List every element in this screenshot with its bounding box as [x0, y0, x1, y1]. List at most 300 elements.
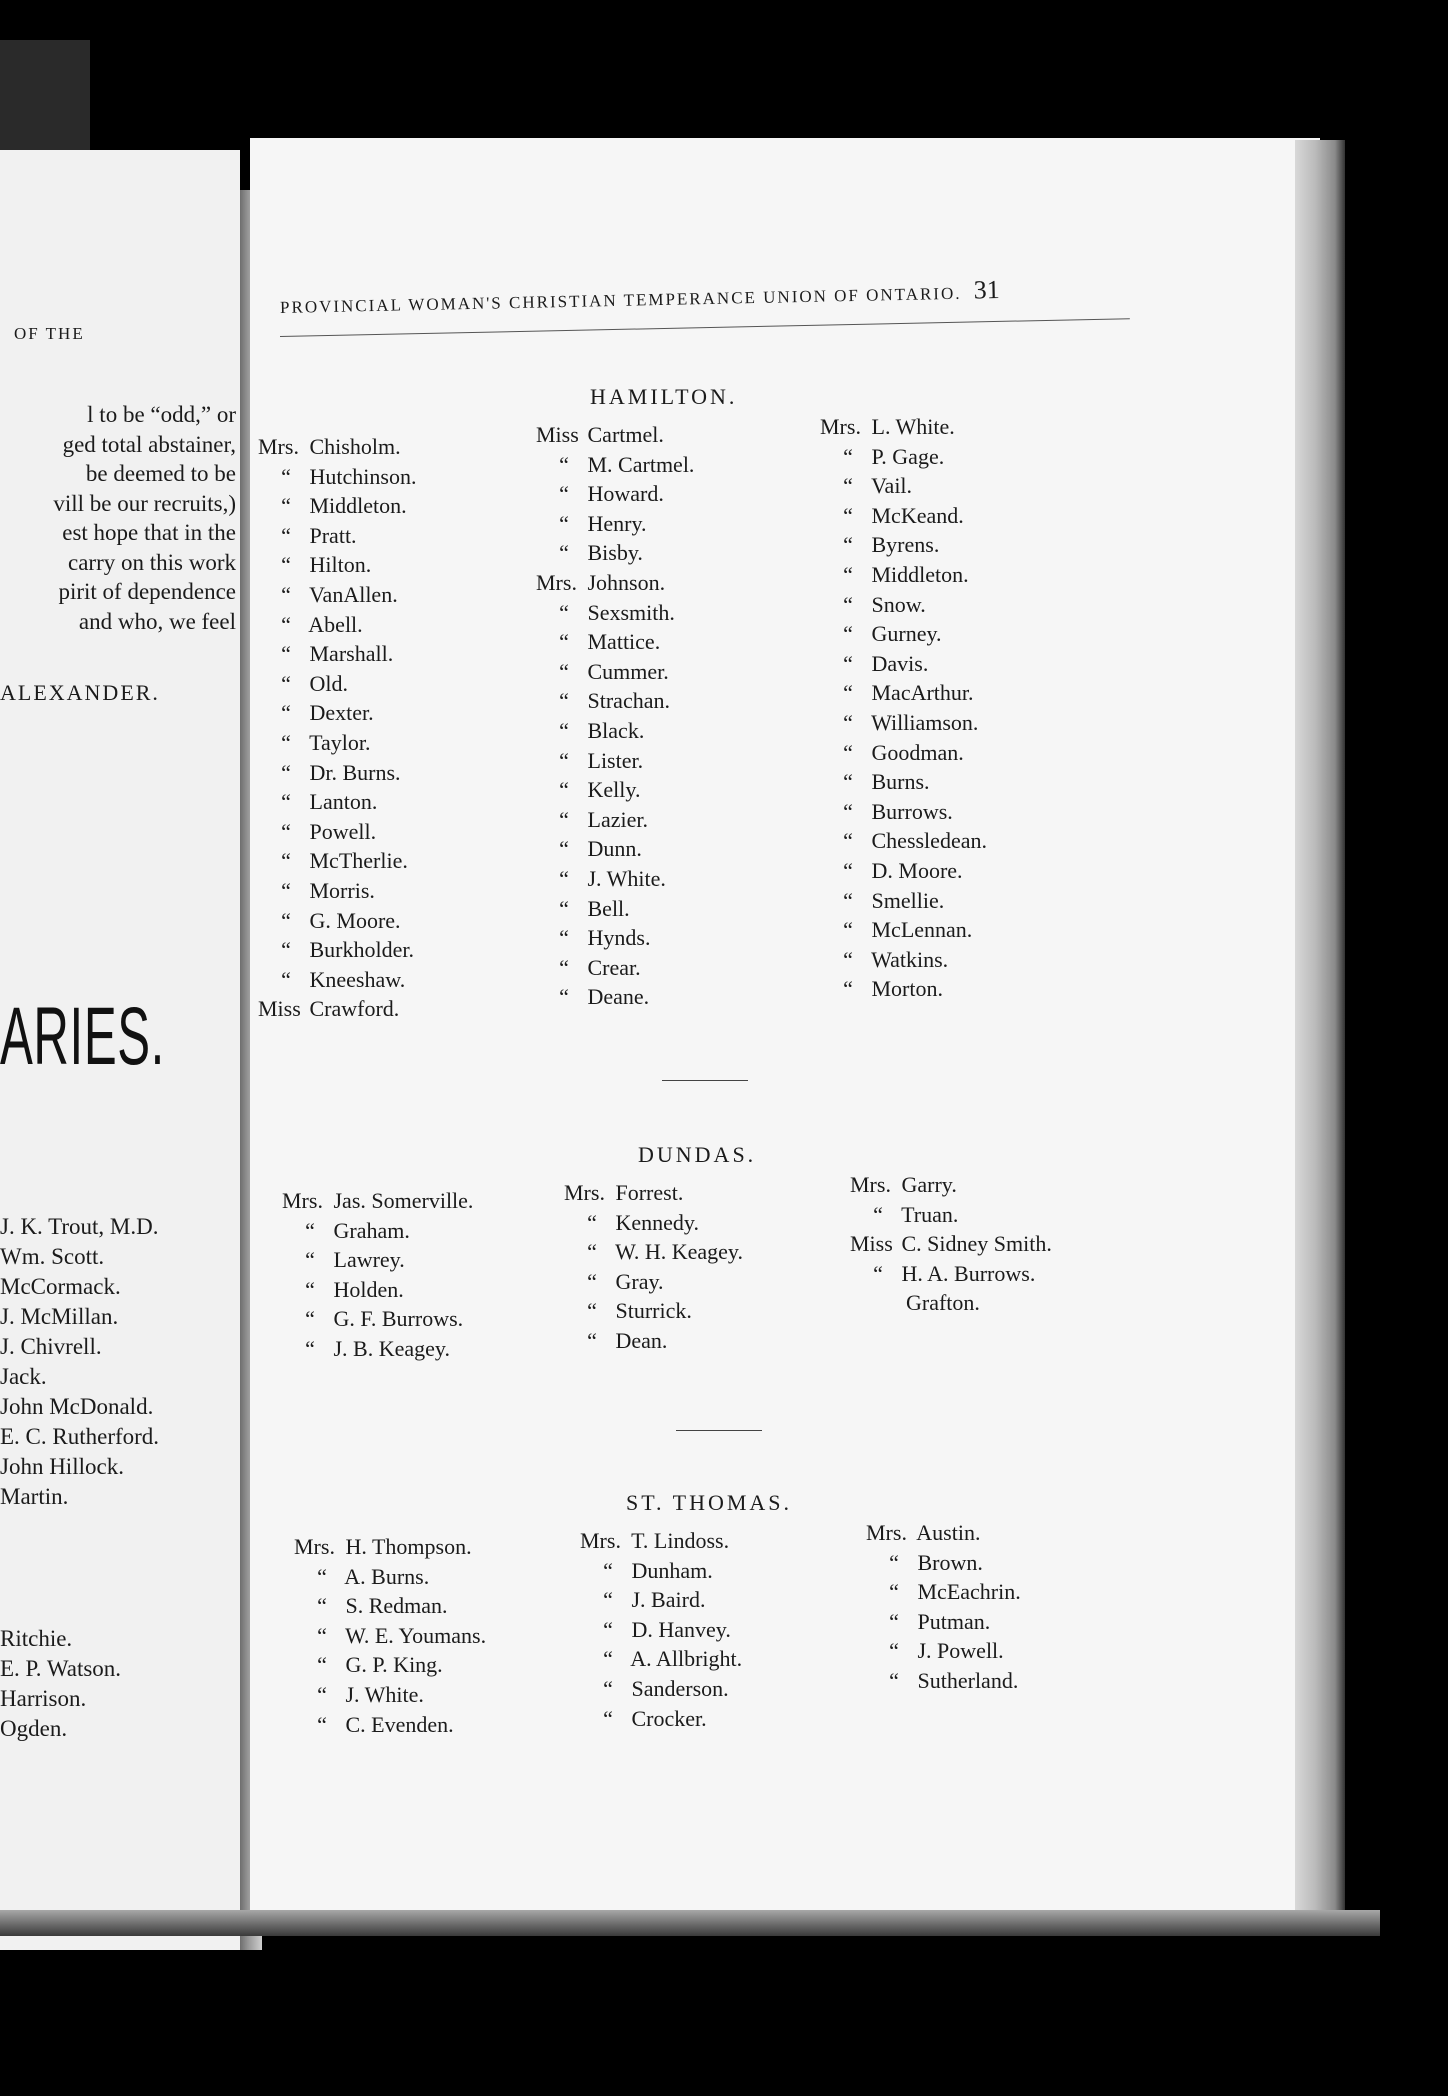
member-name: Howard. — [587, 481, 664, 507]
name-line: J. Chivrell. — [0, 1334, 102, 1359]
member-entry — [258, 787, 416, 817]
name-line: E. C. Rutherford. — [0, 1424, 160, 1449]
member-name: McKeand. — [871, 502, 964, 528]
member-name: Snow. — [871, 591, 926, 617]
member-entry — [580, 1704, 742, 1734]
member-entry — [294, 1562, 486, 1592]
member-name: Kneeshaw. — [309, 966, 406, 992]
member-entry — [820, 530, 987, 560]
st-thomas-column-1 — [294, 1532, 486, 1739]
member-entry — [536, 746, 694, 776]
member-entry — [282, 1186, 473, 1216]
member-entry — [866, 1548, 1021, 1578]
member-name: Johnson. — [587, 569, 666, 595]
member-entry — [580, 1585, 742, 1615]
member-name: S. Redman. — [345, 1593, 448, 1619]
member-name: Middleton. — [309, 493, 407, 519]
ditto-mark: “ — [559, 806, 569, 832]
name-line: Harrison. — [0, 1686, 87, 1711]
ditto-mark: “ — [843, 887, 853, 913]
member-name: C. Sidney Smith. — [901, 1231, 1052, 1257]
name-line: Ogden. — [0, 1716, 68, 1741]
ditto-mark: “ — [559, 895, 569, 921]
ditto-mark: “ — [843, 591, 853, 617]
ditto-mark: “ — [603, 1675, 613, 1701]
member-entry — [294, 1680, 486, 1710]
ditto-mark: “ — [843, 739, 853, 765]
ditto-mark: “ — [889, 1638, 899, 1664]
member-name: D. Hanvey. — [631, 1616, 731, 1642]
ditto-mark: “ — [281, 463, 291, 489]
member-name: MacArthur. — [871, 680, 974, 706]
member-entry — [536, 805, 694, 835]
member-name: VanAllen. — [309, 581, 398, 607]
member-title: Miss — [258, 996, 301, 1022]
member-entry — [258, 491, 416, 521]
ditto-mark: “ — [843, 561, 853, 587]
member-entry — [258, 669, 416, 699]
ditto-mark: “ — [843, 473, 853, 499]
ditto-mark: “ — [559, 747, 569, 773]
member-entry — [820, 678, 987, 708]
member-entry — [536, 894, 694, 924]
member-entry — [850, 1288, 1052, 1318]
member-entry — [820, 412, 987, 442]
member-entry — [820, 471, 987, 501]
member-entry — [536, 479, 694, 509]
member-entry — [282, 1245, 473, 1275]
member-name: Sutherland. — [917, 1667, 1019, 1693]
page-edge — [1295, 140, 1345, 1920]
member-name: Burrows. — [871, 798, 953, 824]
member-name: Henry. — [587, 510, 647, 536]
book-bottom-edge — [0, 1910, 1380, 1936]
member-title: Mrs. — [258, 434, 299, 459]
ditto-mark: “ — [317, 1593, 327, 1619]
ditto-mark: “ — [559, 451, 569, 477]
ditto-mark: “ — [317, 1622, 327, 1648]
member-name: Powell. — [309, 818, 377, 844]
ditto-mark: “ — [559, 658, 569, 684]
member-name: J. B. Keagey. — [333, 1335, 450, 1361]
member-name: McLennan. — [871, 917, 973, 943]
member-name: Lawrey. — [333, 1247, 405, 1273]
text-fragment-line: est hope that in the — [62, 520, 236, 545]
member-entry — [294, 1621, 486, 1651]
left-page-big-heading: ARIES. — [0, 991, 165, 1082]
member-name: Watkins. — [871, 946, 949, 972]
ditto-mark: “ — [843, 976, 853, 1002]
member-name: Bell. — [587, 895, 630, 921]
member-name: Deane. — [587, 984, 650, 1010]
member-name: J. White. — [345, 1681, 424, 1707]
member-name: Dunn. — [587, 836, 642, 862]
member-entry — [866, 1577, 1021, 1607]
member-name: Chessledean. — [871, 828, 987, 854]
member-name: Dr. Burns. — [309, 759, 401, 785]
ditto-mark: “ — [559, 717, 569, 743]
member-entry — [564, 1326, 743, 1356]
member-entry — [820, 886, 987, 916]
member-entry — [536, 982, 694, 1012]
member-name: Vail. — [871, 473, 913, 499]
running-header — [280, 267, 1320, 320]
member-name: Morris. — [309, 877, 375, 903]
member-name: J. White. — [587, 865, 666, 891]
name-line: E. P. Watson. — [0, 1656, 122, 1681]
member-title: Mrs. — [866, 1520, 907, 1545]
member-entry — [820, 945, 987, 975]
page-number: 31 — [973, 274, 1000, 305]
ditto-mark: “ — [559, 540, 569, 566]
ditto-mark: “ — [281, 493, 291, 519]
ditto-mark: “ — [843, 502, 853, 528]
ditto-mark: “ — [843, 917, 853, 943]
member-name: Cummer. — [587, 658, 669, 684]
ditto-mark: “ — [559, 688, 569, 714]
member-name: Goodman. — [871, 739, 964, 765]
member-name: W. E. Youmans. — [345, 1622, 487, 1648]
ditto-mark: “ — [843, 857, 853, 883]
member-entry — [564, 1296, 743, 1326]
hamilton-column-3 — [820, 412, 987, 1004]
text-fragment-line: l to be “odd,” or — [87, 402, 236, 427]
ditto-mark: “ — [281, 848, 291, 874]
ditto-mark: “ — [843, 798, 853, 824]
member-name: P. Gage. — [871, 443, 945, 469]
left-page-names-list — [0, 1212, 236, 1512]
section-divider — [662, 1080, 748, 1081]
text-fragment-line: carry on this work — [68, 549, 236, 575]
member-entry — [536, 509, 694, 539]
dundas-column-1 — [282, 1186, 473, 1364]
text-fragment-line: and who, we feel — [78, 608, 236, 634]
member-name: Gray. — [615, 1268, 664, 1294]
member-entry — [850, 1229, 1052, 1259]
member-entry — [580, 1556, 742, 1586]
member-entry — [820, 856, 987, 886]
ditto-mark: “ — [559, 925, 569, 951]
section-divider-2 — [676, 1430, 762, 1431]
ditto-mark: “ — [281, 641, 291, 667]
hamilton-column-1 — [258, 432, 416, 1024]
right-page — [250, 138, 1320, 1918]
member-entry — [580, 1526, 742, 1556]
ditto-mark: “ — [281, 700, 291, 726]
ditto-mark: “ — [559, 984, 569, 1010]
member-name: Burkholder. — [309, 937, 414, 963]
name-line: Wm. Scott. — [0, 1244, 105, 1269]
member-entry — [536, 627, 694, 657]
member-entry — [536, 598, 694, 628]
ditto-mark: “ — [281, 552, 291, 578]
member-entry — [258, 580, 416, 610]
member-name: H. A. Burrows. — [901, 1260, 1036, 1286]
ditto-mark: “ — [889, 1608, 899, 1634]
ditto-mark: “ — [281, 670, 291, 696]
ditto-mark: “ — [843, 946, 853, 972]
ditto-mark: “ — [843, 680, 853, 706]
member-name: Bisby. — [587, 540, 643, 566]
member-name: D. Moore. — [871, 857, 963, 883]
member-entry — [580, 1615, 742, 1645]
ditto-mark: “ — [559, 865, 569, 891]
member-name: Lazier. — [587, 806, 648, 832]
section-title-dundas: DUNDAS. — [638, 1142, 757, 1167]
st-thomas-column-2 — [580, 1526, 742, 1733]
ditto-mark: “ — [305, 1247, 315, 1273]
ditto-mark: “ — [587, 1239, 597, 1265]
member-entry — [866, 1518, 1021, 1548]
ditto-mark: “ — [559, 777, 569, 803]
hamilton-column-2 — [536, 420, 694, 1012]
member-entry — [258, 728, 416, 758]
member-name: Taylor. — [309, 729, 371, 755]
member-entry — [850, 1259, 1052, 1289]
member-name: J. Baird. — [631, 1587, 706, 1613]
member-entry — [258, 698, 416, 728]
section-title-hamilton: HAMILTON. — [590, 384, 738, 409]
ditto-mark: “ — [281, 522, 291, 548]
member-entry — [536, 568, 694, 598]
ditto-mark: “ — [559, 836, 569, 862]
text-fragment-line: vill be our recruits,) — [53, 490, 236, 516]
member-entry — [258, 994, 416, 1024]
text-fragment-line: pirit of dependence — [58, 579, 236, 604]
member-title: Mrs. — [850, 1172, 891, 1197]
member-name: Hutchinson. — [309, 463, 417, 489]
ditto-mark: “ — [603, 1557, 613, 1583]
member-entry — [294, 1650, 486, 1680]
member-entry — [258, 876, 416, 906]
left-page-text-fragment — [0, 400, 236, 636]
ditto-mark: “ — [843, 621, 853, 647]
member-entry — [564, 1267, 743, 1297]
ditto-mark: “ — [281, 611, 291, 637]
member-entry — [820, 501, 987, 531]
member-name: Forrest. — [615, 1180, 684, 1205]
ditto-mark: “ — [305, 1335, 315, 1361]
member-name: Kennedy. — [615, 1209, 699, 1235]
ditto-mark: “ — [843, 650, 853, 676]
member-entry — [580, 1674, 742, 1704]
left-page-names-list-2 — [0, 1624, 236, 1744]
ditto-mark: “ — [305, 1217, 315, 1243]
member-entry — [850, 1170, 1052, 1200]
ditto-mark: “ — [843, 828, 853, 854]
member-name: Mattice. — [587, 629, 661, 655]
member-entry — [536, 716, 694, 746]
member-name: Old. — [309, 670, 348, 696]
ditto-mark: “ — [281, 937, 291, 963]
member-entry — [536, 538, 694, 568]
member-name: Morton. — [871, 976, 943, 1002]
member-name: Sanderson. — [631, 1675, 729, 1701]
member-entry — [294, 1591, 486, 1621]
name-line: John Hillock. — [0, 1454, 124, 1479]
member-name: Austin. — [916, 1520, 981, 1545]
member-name: Davis. — [871, 650, 929, 676]
member-name: McTherlie. — [309, 848, 408, 874]
ditto-mark: “ — [317, 1681, 327, 1707]
member-name: Dunham. — [631, 1557, 713, 1583]
member-name: G. F. Burrows. — [333, 1306, 464, 1332]
member-name: Holden. — [333, 1276, 404, 1302]
ditto-mark: “ — [889, 1667, 899, 1693]
member-name: Garry. — [901, 1172, 957, 1197]
member-name: Grafton. — [906, 1290, 980, 1316]
ditto-mark: “ — [889, 1579, 899, 1605]
ditto-mark: “ — [281, 877, 291, 903]
ditto-mark: “ — [603, 1705, 613, 1731]
member-entry — [820, 738, 987, 768]
member-name: J. Powell. — [917, 1638, 1004, 1664]
member-entry — [820, 649, 987, 679]
dundas-column-2 — [564, 1178, 743, 1356]
member-entry — [258, 432, 416, 462]
member-name: A. Allbright. — [630, 1646, 743, 1672]
member-title: Mrs. — [282, 1188, 323, 1213]
ditto-mark: “ — [281, 789, 291, 815]
name-line: McCormack. — [0, 1274, 121, 1299]
ditto-mark: “ — [559, 599, 569, 625]
member-entry — [536, 953, 694, 983]
member-entry — [294, 1710, 486, 1740]
left-page-signature: ALEXANDER. — [0, 680, 160, 705]
member-name: Gurney. — [871, 621, 942, 647]
ditto-mark: “ — [603, 1646, 613, 1672]
member-entry — [564, 1208, 743, 1238]
member-entry — [282, 1334, 473, 1364]
member-name: Smellie. — [871, 887, 945, 913]
member-entry — [820, 974, 987, 1004]
member-name: W. H. Keagey. — [615, 1239, 743, 1265]
member-entry — [820, 619, 987, 649]
member-name: Crawford. — [309, 996, 400, 1022]
member-entry — [564, 1178, 743, 1208]
member-name: Middleton. — [871, 561, 969, 587]
member-title: Miss — [536, 422, 579, 447]
member-name: Brown. — [917, 1549, 983, 1575]
ditto-mark: “ — [559, 629, 569, 655]
ditto-mark: “ — [281, 818, 291, 844]
member-name: Abell. — [308, 611, 363, 637]
member-entry — [536, 864, 694, 894]
ditto-mark: “ — [317, 1563, 327, 1589]
ditto-mark: “ — [873, 1201, 883, 1227]
ditto-mark: “ — [843, 443, 853, 469]
member-entry — [866, 1636, 1021, 1666]
member-name: Dexter. — [309, 700, 374, 726]
ditto-mark: “ — [281, 907, 291, 933]
member-title: Mrs. — [536, 569, 577, 595]
member-name: Dean. — [615, 1327, 668, 1353]
ditto-mark: “ — [559, 510, 569, 536]
member-entry — [258, 965, 416, 995]
st-thomas-column-3 — [866, 1518, 1021, 1696]
ditto-mark: “ — [587, 1298, 597, 1324]
name-line: Martin. — [0, 1484, 69, 1509]
member-entry — [282, 1216, 473, 1246]
name-line: J. K. Trout, M.D. — [0, 1214, 159, 1239]
member-entry — [536, 420, 694, 450]
member-entry — [258, 846, 416, 876]
section-title-st-thomas: ST. THOMAS. — [626, 1490, 793, 1515]
member-entry — [820, 442, 987, 472]
member-entry — [258, 521, 416, 551]
ditto-mark: “ — [587, 1327, 597, 1353]
ditto-mark: “ — [889, 1549, 899, 1575]
member-entry — [866, 1666, 1021, 1696]
member-name: Lanton. — [309, 789, 378, 815]
member-name: Jas. Somerville. — [333, 1188, 474, 1213]
member-entry — [820, 767, 987, 797]
member-name: Crear. — [587, 954, 641, 980]
member-entry — [580, 1644, 742, 1674]
ditto-mark: “ — [873, 1260, 883, 1286]
member-title: Mrs. — [580, 1528, 621, 1553]
member-entry — [282, 1304, 473, 1334]
member-name: Cartmel. — [587, 422, 664, 447]
member-name: Truan. — [901, 1201, 959, 1227]
member-name: G. P. King. — [345, 1652, 443, 1678]
text-fragment-line: be deemed to be — [85, 461, 236, 486]
member-entry — [850, 1200, 1052, 1230]
ditto-mark: “ — [305, 1306, 315, 1332]
member-entry — [820, 797, 987, 827]
member-entry — [536, 686, 694, 716]
member-entry — [866, 1607, 1021, 1637]
member-entry — [564, 1237, 743, 1267]
member-entry — [820, 560, 987, 590]
member-entry — [536, 834, 694, 864]
member-entry — [258, 906, 416, 936]
member-name: C. Evenden. — [345, 1711, 454, 1737]
member-name: Sturrick. — [615, 1298, 692, 1324]
ditto-mark: “ — [843, 769, 853, 795]
member-name: T. Lindoss. — [631, 1528, 730, 1553]
member-name: Sexsmith. — [587, 599, 675, 625]
member-name: Byrens. — [871, 532, 940, 558]
member-entry — [536, 775, 694, 805]
ditto-mark: “ — [603, 1587, 613, 1613]
member-name: Chisholm. — [309, 434, 401, 459]
member-name: Pratt. — [309, 522, 357, 548]
member-name: Putman. — [917, 1608, 991, 1634]
member-name: Black. — [587, 717, 645, 743]
member-title: Mrs. — [564, 1180, 605, 1205]
member-entry — [294, 1532, 486, 1562]
member-name: Crocker. — [631, 1705, 707, 1731]
ditto-mark: “ — [281, 581, 291, 607]
member-name: Strachan. — [587, 688, 670, 714]
ditto-mark: “ — [587, 1268, 597, 1294]
member-entry — [258, 817, 416, 847]
member-entry — [820, 826, 987, 856]
ditto-mark: “ — [281, 966, 291, 992]
member-name: L. White. — [871, 414, 955, 439]
dundas-column-3 — [850, 1170, 1052, 1318]
member-title: Mrs. — [820, 414, 861, 439]
member-entry — [258, 550, 416, 580]
member-entry — [536, 450, 694, 480]
member-entry — [258, 462, 416, 492]
ditto-mark: “ — [559, 954, 569, 980]
running-title: PROVINCIAL WOMAN'S CHRISTIAN TEMPERANCE UNION OF ONTARIO. — [279, 283, 962, 317]
member-entry — [820, 708, 987, 738]
member-name: Hilton. — [309, 552, 372, 578]
member-name: Kelly. — [587, 777, 641, 803]
